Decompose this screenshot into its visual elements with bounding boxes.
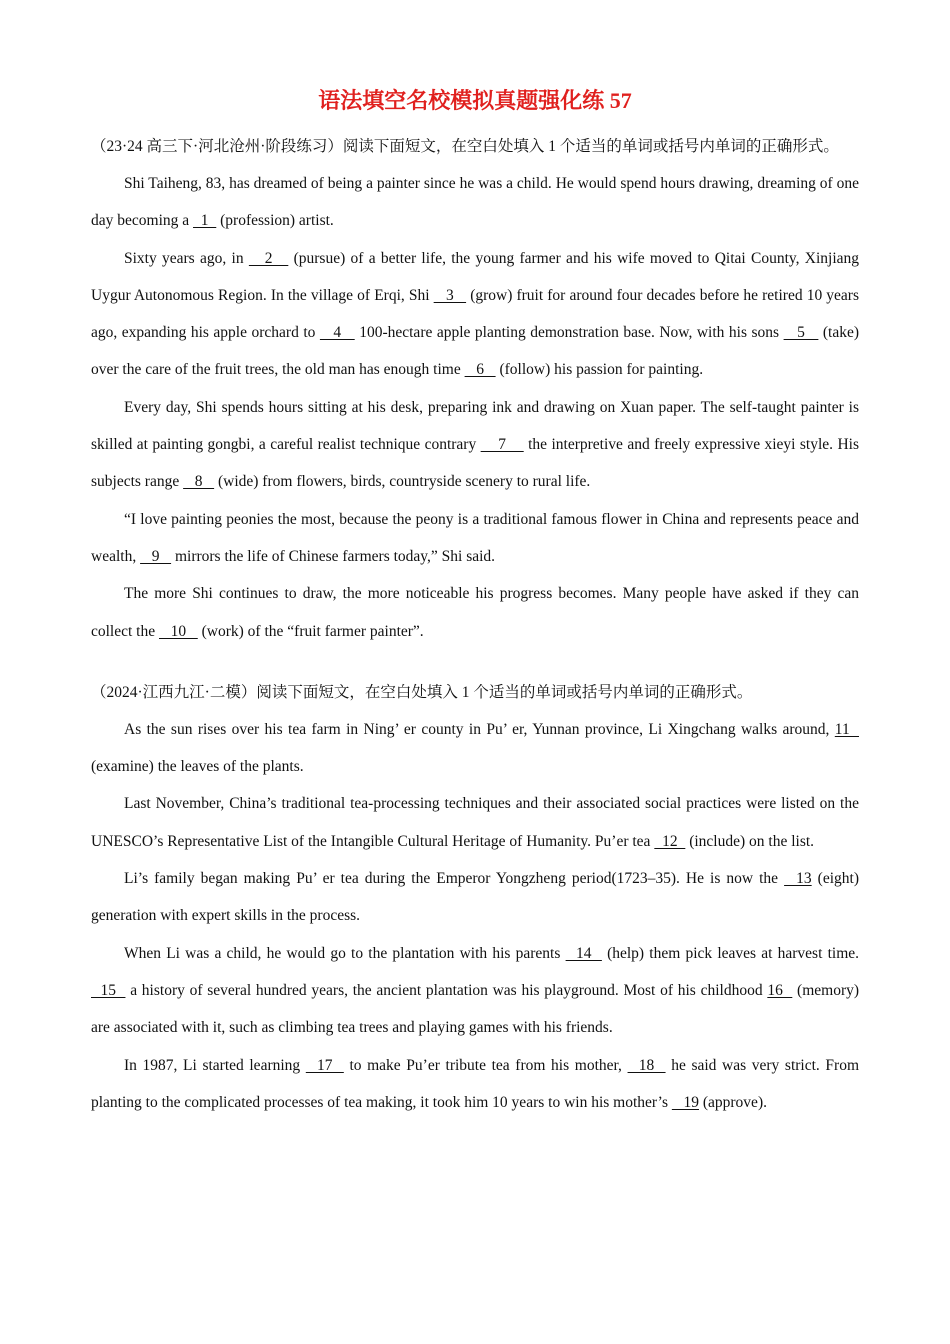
section1-paragraph-3: Every day, Shi spends hours sitting at his desk, preparing ink and drawing on Xuan paper. The self-taught painter is skilled at painting gongbi, a careful realist technique contrary 7 the interpretive and freely expressive xieyi style. His subjects range 8 (wide) from flowers, birds, countryside scenery to rural life. [91,398,859,491]
section2-paragraph-3: Li’s family began making Pu’ er tea during the Emperor Yongzheng period(1723–35). He is now the 13 (eight) generation with expert skills in the process. [91,870,860,925]
blank-14: 14 [565,944,602,962]
blank-17: 17 [305,1056,344,1074]
blank-8: 8 [183,473,215,491]
section2-paragraph-1: As the sun rises over his tea farm in Ning’ er county in Pu’ er, Yunnan province, Li Xingchang walks around, 11 (examine) the leaves of the plants. [91,720,859,776]
blank-12: 12 [654,832,686,850]
section2-paragraph-2: Last November, China’s traditional tea-processing techniques and their associated social practices were listed on the UNESCO’s Representative List of the Intangible Cultural Heritage of Humanity. Pu’er tea 12 (include) on the list. [91,795,859,850]
section1-paragraph-5: The more Shi continues to draw, the more noticeable his progress becomes. Many people have asked if they can collect the 10 (work) of the “fruit farmer painter”. [91,585,859,640]
section1-paragraph-1: Shi Taiheng, 83, has dreamed of being a painter since he was a child. He would spend hours drawing, dreaming of one day becoming a 1 (profession) artist. [91,175,859,230]
blank-4: 4 [319,324,355,342]
blank-3: 3 [433,286,467,304]
blank-7: 7 [480,436,524,454]
section2-paragraph-4: When Li was a child, he would go to the plantation with his parents 14 (help) them pick leaves at harvest time. 15 a history of several hundred years, the ancient plantation was his playground. Most of his childhood 16 (memory) are associated with it, such as climbing tea trees and playing games with his friends. [91,944,860,1037]
section1-paragraph-2: Sixty years ago, in 2 (pursue) of a better life, the young farmer and his wife moved to Qitai County, Xinjiang Uygur Autonomous Region. In the village of Erqi, Shi 3 (grow) fruit for around four decades before he retired 10 years ago, expanding his apple orchard to 4 100-hectare apple planting demonstration base. Now, with his sons 5 (take) over the care of the fruit trees, the old man has enough time 6 (follow) his passion for painting. [91,249,860,379]
blank-15: 15 [91,981,126,999]
blank-10: 10 [159,622,198,640]
blank-13: 13 [784,870,812,888]
blank-6: 6 [464,361,496,379]
blank-16: 16 [767,981,793,999]
blank-19: 19 [671,1093,699,1111]
blank-9: 9 [140,547,172,565]
blank-5: 5 [783,324,819,342]
section1-paragraph-4: “I love painting peonies the most, because the peony is a traditional famous flower in China and represents peace and wealth, 9 mirrors the life of Chinese farmers today,” Shi said. [91,510,859,565]
section2-instructions: （2024·江西九江·二模）阅读下面短文，在空白处填入 1 个适当的单词或括号内单词的正确形式。 [91,683,753,701]
section1-instructions: （23·24 高三下·河北沧州·阶段练习）阅读下面短文，在空白处填入 1 个适当的单词或括号内单词的正确形式。 [91,138,839,155]
section-spacer [91,650,859,674]
blank-11: 11 [834,720,859,738]
blank-2: 2 [248,249,289,267]
blank-1: 1 [193,212,217,230]
blank-18: 18 [627,1056,666,1074]
page-title: 语法填空名校模拟真题强化练 57 [318,88,632,113]
section2-paragraph-5: In 1987, Li started learning 17 to make Pu’er tribute tea from his mother, 18 he said was very strict. From planting to the complicated processes of tea making, it took him 10 years to win his mother’s 19 (approve). [91,1056,860,1111]
